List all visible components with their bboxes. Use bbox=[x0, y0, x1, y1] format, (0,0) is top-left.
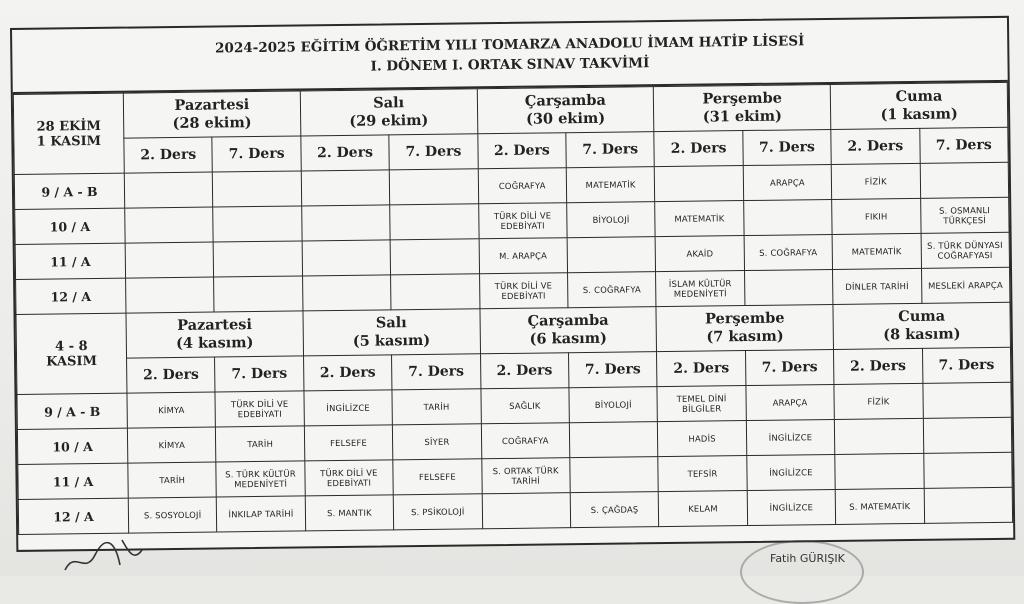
day-name: Salı bbox=[375, 314, 407, 332]
class-label: 11 / A bbox=[18, 463, 128, 499]
exam-subject-cell bbox=[655, 166, 744, 202]
exam-subject-cell: AKAİD bbox=[655, 236, 744, 272]
handwritten-signature bbox=[60, 520, 150, 576]
day-date: (31 ekim) bbox=[702, 107, 783, 126]
exam-subject-cell bbox=[125, 242, 214, 278]
day-header bbox=[656, 304, 833, 351]
period-header: 7. Ders bbox=[389, 134, 478, 170]
exam-subject-cell bbox=[570, 457, 659, 493]
week-label-line-2: KASIM bbox=[46, 353, 98, 370]
day-header bbox=[654, 84, 831, 131]
day-date: (6 kasım) bbox=[529, 329, 608, 348]
exam-subject-cell: TARİH bbox=[392, 389, 481, 425]
day-date: (28 ekim) bbox=[172, 114, 252, 133]
schedule-table bbox=[13, 82, 1013, 535]
day-name: Cuma bbox=[898, 307, 946, 326]
day-date: (4 kasım) bbox=[175, 334, 254, 352]
exam-subject-cell bbox=[924, 487, 1013, 523]
day-name: Perşembe bbox=[702, 89, 782, 108]
exam-subject-cell: S. COĞRAFYA bbox=[744, 234, 833, 270]
exam-subject-cell: HADİS bbox=[658, 421, 747, 457]
exam-subject-cell: S. OSMANLI TÜRKÇESİ bbox=[920, 197, 1009, 233]
day-header bbox=[300, 89, 477, 136]
day-name: Salı bbox=[373, 94, 405, 112]
exam-subject-cell: TEFSİR bbox=[658, 456, 747, 492]
period-header: 2. Ders bbox=[124, 137, 213, 173]
exam-subject-cell bbox=[214, 241, 303, 277]
period-header: 7. Ders bbox=[743, 129, 832, 165]
exam-subject-cell: M. ARAPÇA bbox=[479, 238, 568, 274]
exam-subject-cell: İNKILAP TARİHİ bbox=[217, 496, 306, 532]
exam-subject-cell: S. TÜRK DÜNYASI COĞRAFYASI bbox=[921, 232, 1010, 268]
period-header: 2. Ders bbox=[127, 357, 216, 393]
exam-subject-cell: SİYER bbox=[393, 424, 482, 460]
exam-subject-cell bbox=[301, 170, 390, 206]
exam-subject-cell: BİYOLOJİ bbox=[567, 202, 656, 238]
exam-subject-cell: MATEMATİK bbox=[566, 167, 655, 203]
period-header: 2. Ders bbox=[480, 353, 569, 389]
exam-subject-cell: KİMYA bbox=[127, 427, 216, 463]
period-header: 7. Ders bbox=[566, 132, 655, 168]
week1-date-range bbox=[13, 93, 124, 174]
period-header: 7. Ders bbox=[568, 352, 657, 388]
exam-subject-cell: S. MATEMATİK bbox=[835, 488, 924, 524]
period-header: 2. Ders bbox=[657, 351, 746, 387]
day-date: (1 kasım) bbox=[880, 105, 958, 124]
exam-subject-cell bbox=[302, 240, 391, 276]
exam-subject-cell: S. ÇAĞDAŞ bbox=[570, 492, 659, 528]
title-line-2: I. DÖNEM I. ORTAK SINAV TAKVİMİ bbox=[370, 55, 650, 75]
exam-subject-cell bbox=[214, 276, 303, 312]
exam-subject-cell: İNGİLİZCE bbox=[304, 390, 393, 426]
exam-subject-cell: TÜRK DİLİ VE EDEBİYATI bbox=[215, 391, 304, 427]
exam-subject-cell: S. SOSYOLOJİ bbox=[128, 497, 217, 533]
exam-subject-cell: S. MANTIK bbox=[305, 495, 394, 531]
exam-subject-cell: TÜRK DİLİ VE EDEBİYATI bbox=[478, 203, 567, 239]
exam-subject-cell bbox=[923, 452, 1012, 488]
period-header: 7. Ders bbox=[745, 349, 834, 385]
exam-subject-cell bbox=[301, 205, 390, 241]
day-header bbox=[477, 87, 654, 134]
exam-subject-cell bbox=[124, 172, 213, 208]
period-header: 7. Ders bbox=[919, 127, 1008, 163]
day-header bbox=[126, 311, 303, 358]
exam-subject-cell bbox=[569, 422, 658, 458]
day-header bbox=[833, 302, 1010, 349]
period-header: 7. Ders bbox=[212, 136, 301, 172]
day-name: Çarşamba bbox=[524, 91, 606, 110]
exam-subject-cell: İSLAM KÜLTÜR MEDENİYETİ bbox=[656, 271, 745, 307]
day-header bbox=[480, 307, 657, 354]
day-date: (30 ekim) bbox=[525, 109, 606, 128]
exam-subject-cell bbox=[213, 206, 302, 242]
day-date: (29 ekim) bbox=[349, 111, 429, 130]
exam-subject-cell bbox=[126, 277, 215, 313]
exam-subject-cell: FİZİK bbox=[831, 163, 920, 199]
day-name: Pazartesi bbox=[177, 316, 253, 334]
class-label: 12 / A bbox=[18, 498, 128, 534]
exam-subject-cell: S. TÜRK KÜLTÜR MEDENİYETİ bbox=[216, 461, 305, 497]
exam-subject-cell bbox=[920, 162, 1009, 198]
exam-subject-cell bbox=[391, 274, 480, 310]
exam-subject-cell: S. ORTAK TÜRK TARİHİ bbox=[481, 458, 570, 494]
exam-subject-cell bbox=[125, 207, 214, 243]
period-header: 2. Ders bbox=[303, 355, 392, 391]
week-label-line-1: 4 - 8 bbox=[55, 338, 88, 354]
day-name: Cuma bbox=[895, 87, 943, 106]
exam-subject-cell bbox=[835, 453, 924, 489]
period-header: 2. Ders bbox=[301, 135, 390, 171]
period-header: 7. Ders bbox=[922, 347, 1011, 383]
exam-subject-cell bbox=[567, 237, 656, 273]
exam-subject-cell: İNGİLİZCE bbox=[747, 454, 836, 490]
period-header: 7. Ders bbox=[215, 356, 304, 392]
day-name: Perşembe bbox=[704, 309, 785, 328]
exam-subject-cell: KİMYA bbox=[127, 392, 216, 428]
exam-subject-cell: DİNLER TARİHİ bbox=[833, 268, 922, 304]
exam-subject-cell: COĞRAFYA bbox=[481, 423, 570, 459]
week-label-line-1: 28 EKİM bbox=[36, 118, 101, 135]
exam-subject-cell: TARİH bbox=[128, 462, 217, 498]
class-label: 10 / A bbox=[17, 428, 127, 464]
class-label: 11 / A bbox=[15, 243, 125, 279]
signature-name: Fatih GÜRIŞIK bbox=[770, 552, 845, 565]
period-header: 7. Ders bbox=[392, 354, 481, 390]
exam-schedule-sheet bbox=[10, 16, 1015, 552]
class-label: 10 / A bbox=[15, 208, 125, 244]
day-date: (8 kasım) bbox=[883, 325, 961, 344]
exam-subject-cell bbox=[390, 204, 479, 240]
exam-subject-cell: S. PSİKOLOJİ bbox=[393, 494, 482, 530]
exam-subject-cell: FİZİK bbox=[834, 383, 923, 419]
period-header: 2. Ders bbox=[477, 133, 566, 169]
period-header: 2. Ders bbox=[831, 128, 920, 164]
exam-subject-cell bbox=[482, 493, 571, 529]
exam-subject-cell bbox=[390, 239, 479, 275]
exam-subject-cell bbox=[923, 417, 1012, 453]
exam-subject-cell: TARİH bbox=[216, 426, 305, 462]
title-line-1: 2024-2025 EĞİTİM ÖĞRETİM YILI TOMARZA ANADOLU İMAM HATİP LİSESİ bbox=[215, 33, 805, 57]
day-name: Çarşamba bbox=[527, 311, 609, 330]
exam-subject-cell bbox=[744, 269, 833, 305]
exam-subject-cell: MATEMATİK bbox=[655, 201, 744, 237]
exam-subject-cell: FELSEFE bbox=[304, 425, 393, 461]
exam-subject-cell bbox=[743, 199, 832, 235]
exam-subject-cell: KELAM bbox=[659, 491, 748, 527]
exam-subject-cell: FIKIH bbox=[832, 198, 921, 234]
week-label-line-2: 1 KASIM bbox=[36, 133, 102, 150]
exam-subject-cell: ARAPÇA bbox=[746, 384, 835, 420]
exam-subject-cell: TÜRK DİLİ VE EDEBİYATI bbox=[305, 460, 394, 496]
exam-subject-cell: FELSEFE bbox=[393, 459, 482, 495]
document-title bbox=[12, 18, 1008, 94]
exam-subject-cell bbox=[922, 382, 1011, 418]
exam-subject-cell: MATEMATİK bbox=[832, 233, 921, 269]
day-name: Pazartesi bbox=[174, 96, 250, 114]
exam-subject-cell: S. COĞRAFYA bbox=[567, 272, 656, 308]
day-header bbox=[123, 91, 300, 138]
exam-subject-cell: ARAPÇA bbox=[743, 164, 832, 200]
day-date: (7 kasım) bbox=[706, 327, 784, 346]
exam-subject-cell bbox=[213, 171, 302, 207]
day-header bbox=[303, 309, 480, 356]
exam-subject-cell: İNGİLİZCE bbox=[746, 419, 835, 455]
exam-subject-cell: SAĞLIK bbox=[481, 388, 570, 424]
class-label: 9 / A - B bbox=[17, 393, 127, 429]
official-stamp bbox=[740, 540, 864, 604]
exam-subject-cell bbox=[834, 418, 923, 454]
class-label: 9 / A - B bbox=[14, 173, 124, 209]
week2-date-range bbox=[16, 313, 127, 394]
exam-subject-cell bbox=[302, 275, 391, 311]
exam-subject-cell bbox=[389, 169, 478, 205]
exam-subject-cell: COĞRAFYA bbox=[478, 168, 567, 204]
exam-subject-cell: TEMEL DİNİ BİLGİLER bbox=[657, 386, 746, 422]
exam-subject-cell: BİYOLOJİ bbox=[569, 387, 658, 423]
day-date: (5 kasım) bbox=[352, 331, 431, 350]
class-label: 12 / A bbox=[16, 278, 126, 314]
day-header bbox=[830, 82, 1007, 129]
exam-subject-cell: İNGİLİZCE bbox=[747, 489, 836, 525]
exam-subject-cell: MESLEKİ ARAPÇA bbox=[921, 267, 1010, 303]
exam-subject-cell: TÜRK DİLİ VE EDEBİYATI bbox=[479, 273, 568, 309]
period-header: 2. Ders bbox=[654, 131, 743, 167]
period-header: 2. Ders bbox=[834, 348, 923, 384]
